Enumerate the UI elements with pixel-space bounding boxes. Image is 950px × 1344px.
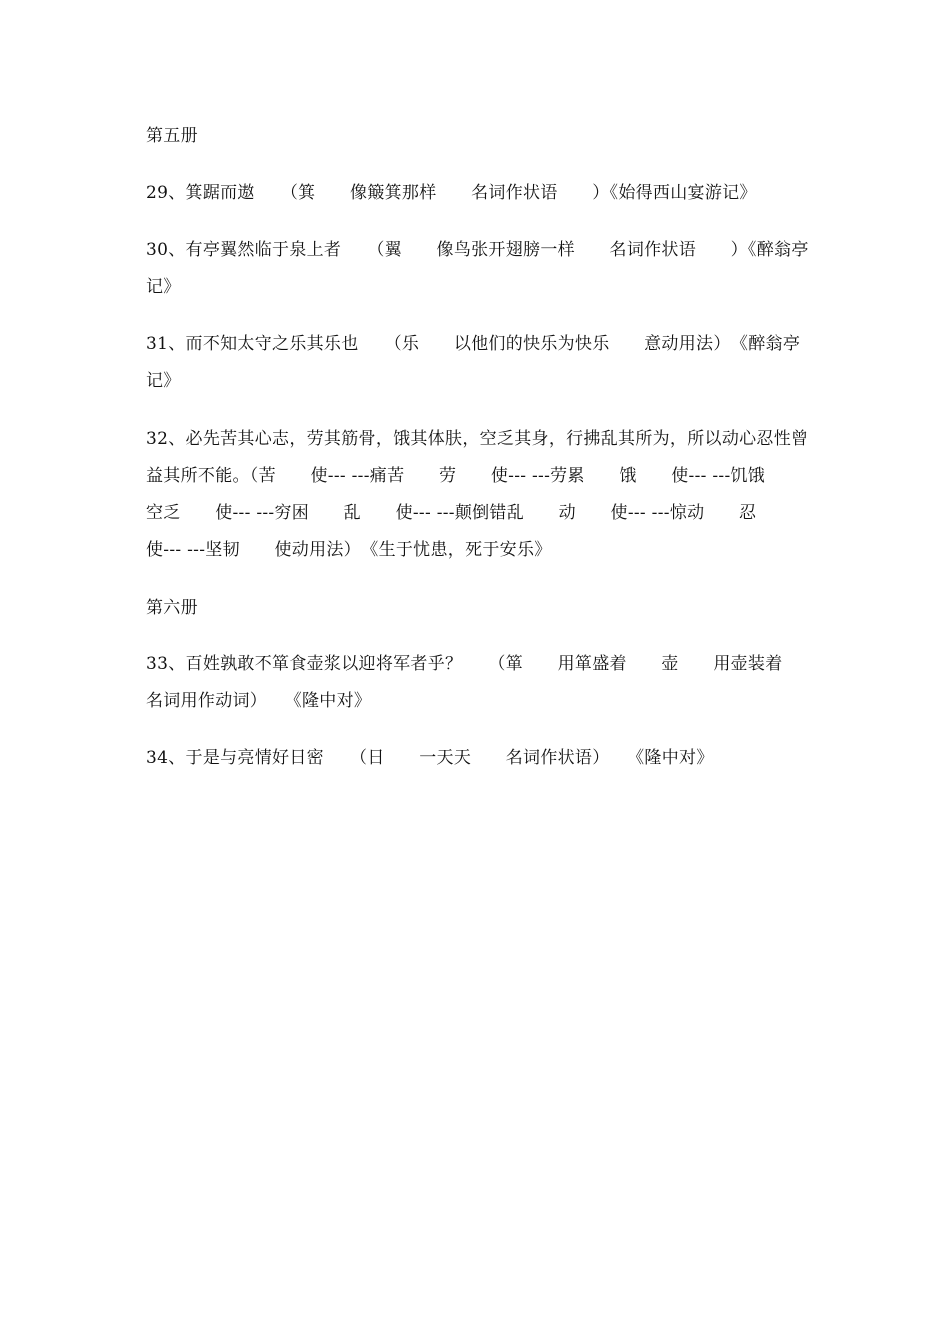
list-item-33: 33、百姓孰敢不箪食壶浆以迎将军者乎？ （箪 用箪盛着 壶 用壶装着 名词用作动词） 《隆中对》 [146, 654, 818, 711]
list-item-31: 31、而不知太守之乐其乐也 （乐 以他们的快乐为快乐 意动用法） 《醉翁亭记》 [146, 334, 801, 391]
list-item-30: 30、有亭翼然临于泉上者 （翼 像鸟张开翅膀一样 名词作状语 ）《醉翁亭记》 [146, 240, 809, 297]
section-heading-5: 第五册 [146, 126, 198, 146]
list-item-32: 32、必先苦其心志，劳其筋骨，饿其体肤，空乏其身，行拂乱其所为，所以动心忍性曾益其所不能。（苦 使--- ---痛苦 劳 使--- ---劳累 饿 使--- ---饥饿 空乏 使--- ---穷困 乱 使--- ---颠倒错乱 动 使--- ---惊动 忍 使--- ---坚韧 使动用法） 《生于忧患，死于安乐》 [146, 429, 809, 560]
list-item-29: 29、箕踞而遨 （箕 像簸箕那样 名词作状语 ）《始得西山宴游记》 [146, 183, 757, 203]
section-heading-6: 第六册 [146, 598, 198, 618]
list-item-34: 34、于是与亮情好日密 （日 一天天 名词作状语） 《隆中对》 [146, 748, 714, 768]
